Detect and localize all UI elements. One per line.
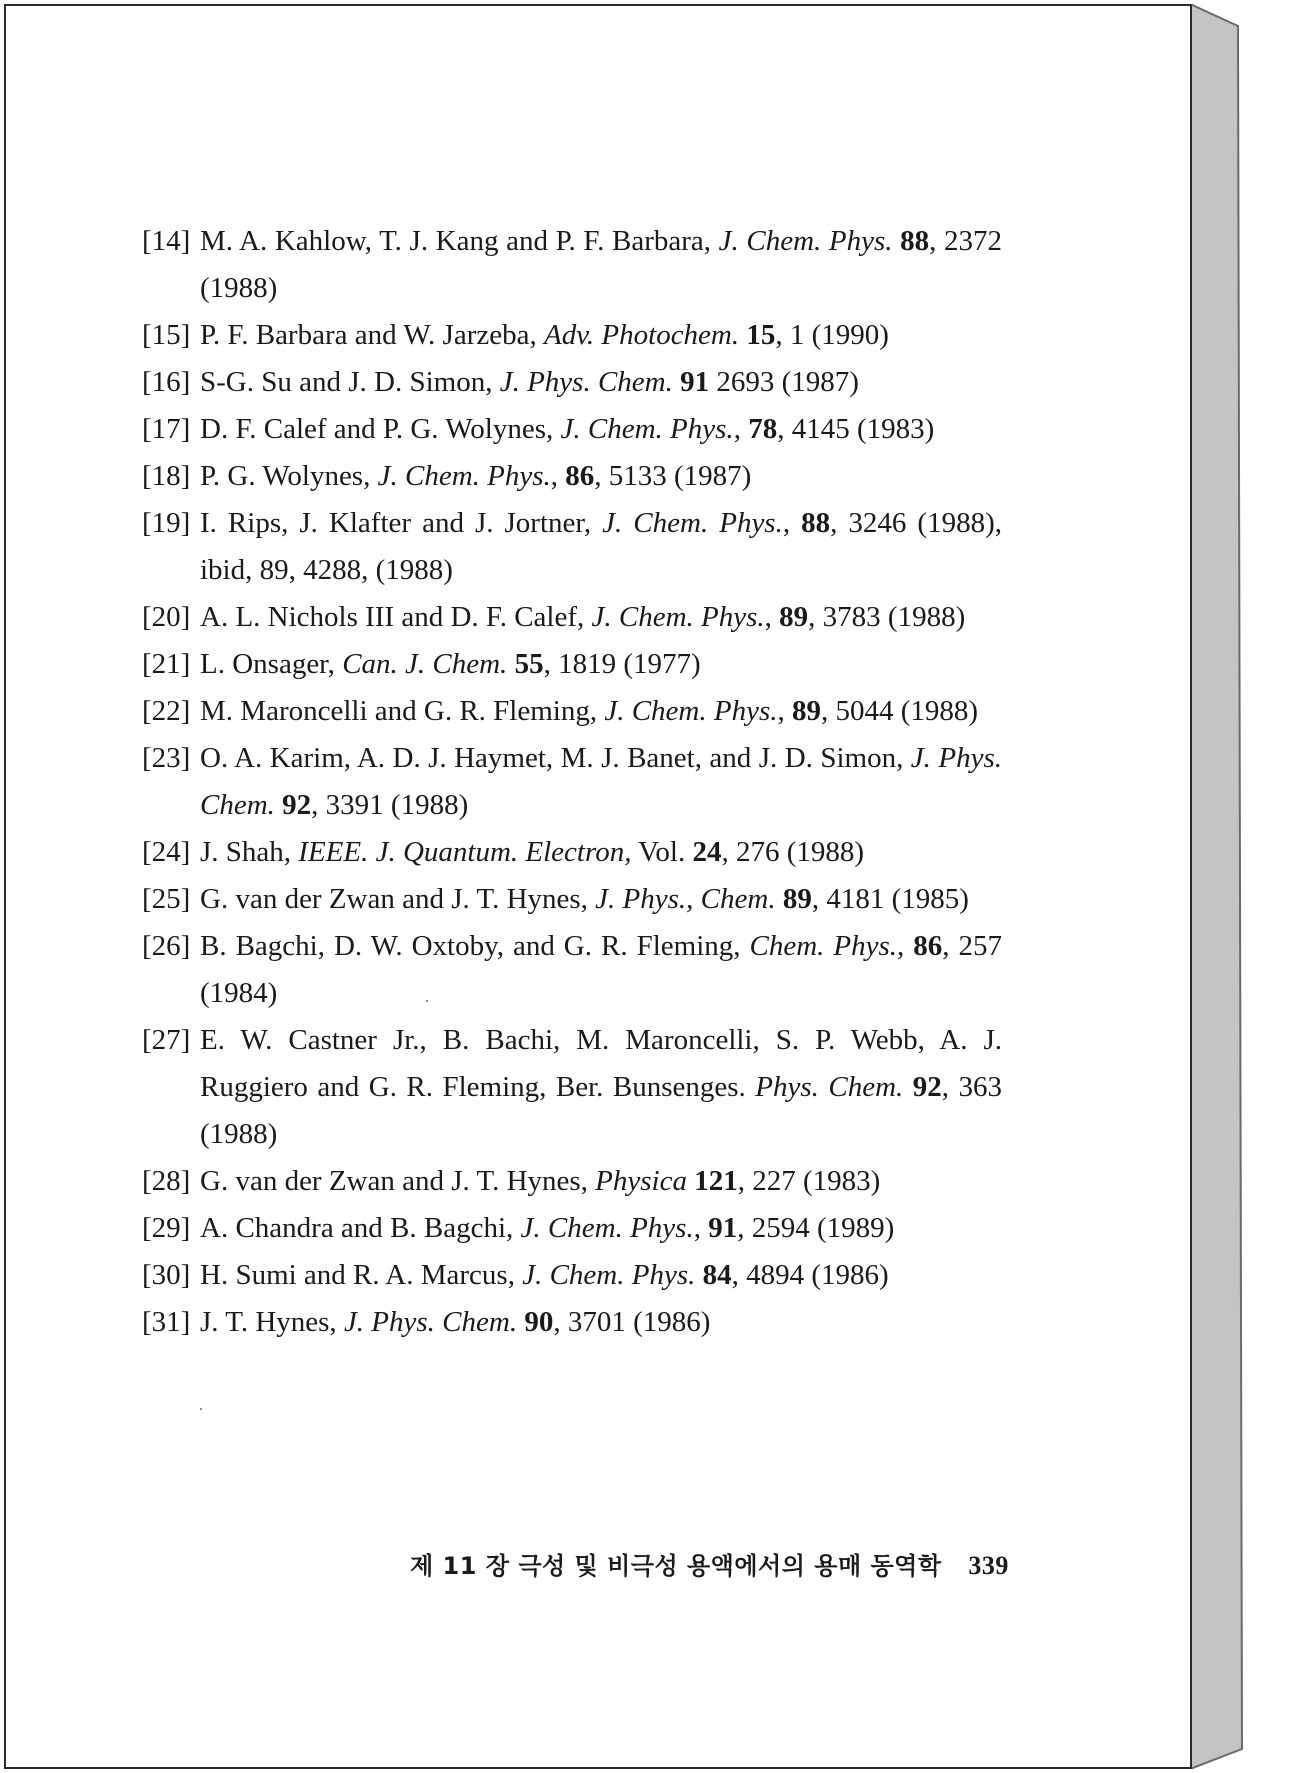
volume-number: 86 [565, 460, 595, 492]
journal-title: Adv. Photochem. [543, 319, 740, 351]
citation-text [903, 1071, 912, 1103]
reference-text [200, 312, 1002, 359]
journal-title: J. Chem. Phys. [718, 225, 893, 257]
citation-text [893, 225, 901, 257]
citation-text: , 5044 (1988) [821, 695, 979, 727]
book-edge [1190, 4, 1290, 1769]
citation-text: B. Bagchi, D. W. Oxtoby, and G. R. Fleming, [200, 930, 750, 962]
scan-speck [200, 1408, 202, 1410]
reference-text [200, 735, 1002, 829]
journal-title: J. Chem. Phys. [520, 1212, 694, 1244]
reference-text [200, 359, 1002, 406]
reference-number: [17] [142, 413, 191, 445]
citation-text: G. van der Zwan and J. T. Hynes, [200, 1165, 596, 1197]
journal-title: J. Phys., Chem. [595, 883, 776, 915]
reference-number: [16] [142, 366, 191, 398]
reference-text [200, 453, 1002, 500]
reference-text [200, 688, 1002, 735]
running-head: 제 11 장 극성 및 비극성 용액에서의 용매 동역학 [410, 1552, 942, 1580]
volume-number: 92 [912, 1071, 942, 1103]
volume-number: 91 [708, 1212, 738, 1244]
reference-item [142, 1017, 1002, 1158]
reference-item [142, 1252, 1002, 1299]
citation-text: , 1 (1990) [775, 319, 889, 351]
reference-text [200, 1252, 1002, 1299]
citation-text: , 227 (1983) [737, 1165, 881, 1197]
citation-text: H. Sumi and R. A. Marcus, [200, 1259, 523, 1291]
journal-title: J. Chem. Phys. [604, 695, 778, 727]
reference-number: [23] [142, 742, 191, 774]
reference-text [200, 1158, 1002, 1205]
citation-text: , [733, 413, 749, 445]
citation-text: O. A. Karim, A. D. J. Haymet, M. J. Banet, and J. D. Simon, [200, 742, 911, 774]
citation-text: , 4894 (1986) [731, 1259, 889, 1291]
citation-text: , [693, 1212, 709, 1244]
volume-number: 84 [702, 1259, 732, 1291]
citation-text: , 2372 (1988) [200, 225, 1002, 304]
journal-title: J. Phys. Chem. [499, 366, 673, 398]
reference-number: [20] [142, 601, 191, 633]
reference-number: [18] [142, 460, 191, 492]
reference-text [200, 1017, 1002, 1158]
citation-text: E. W. Castner Jr., B. Bachi, M. Maroncelli, S. P. Webb, A. J. Ruggiero and G. R. Fleming, Ber. Bunsenges. [200, 1024, 1002, 1103]
reference-number: [24] [142, 836, 191, 868]
reference-item [142, 453, 1002, 500]
volume-number: 89 [792, 695, 821, 727]
reference-text [200, 218, 1002, 312]
citation-text: , 2594 (1989) [737, 1212, 895, 1244]
citation-text: S-G. Su and J. D. Simon, [200, 366, 500, 398]
reference-number: [28] [142, 1165, 191, 1197]
citation-text: I. Rips, J. Klafter and J. Jortner, [200, 507, 603, 539]
journal-title: Physica [595, 1165, 687, 1197]
citation-text: D. F. Calef and P. G. Wolynes, [200, 413, 561, 445]
citation-text: J. Shah, [200, 836, 299, 868]
reference-number: [29] [142, 1212, 191, 1244]
citation-text: , 3246 (1988), ibid, 89, 4288, (1988) [200, 507, 1002, 586]
citation-text: A. Chandra and B. Bagchi, [200, 1212, 521, 1244]
reference-text [200, 923, 1002, 1017]
journal-title: Phys. Chem. [755, 1071, 904, 1103]
volume-number: 78 [748, 413, 778, 445]
reference-item [142, 688, 1002, 735]
citation-text: , [550, 460, 566, 492]
reference-text [200, 594, 1002, 641]
reference-number: [26] [142, 930, 191, 962]
citation-text: 2693 (1987) [709, 366, 859, 398]
citation-text: , 1819 (1977) [543, 648, 701, 680]
reference-item [142, 500, 1002, 594]
volume-number: 15 [746, 319, 776, 351]
volume-number: 88 [801, 507, 831, 539]
volume-number: 55 [514, 648, 544, 680]
citation-text: , 3391 (1988) [311, 789, 469, 821]
reference-item [142, 876, 1002, 923]
page-footer [410, 1546, 1009, 1581]
citation-text: , 4145 (1983) [777, 413, 935, 445]
reference-text [200, 406, 1002, 453]
citation-text: A. L. Nichols III and D. F. Calef, [200, 601, 592, 633]
reference-item [142, 641, 1002, 688]
reference-item [142, 594, 1002, 641]
journal-title: J. Chem. Phys. [591, 601, 765, 633]
reference-number: [14] [142, 225, 191, 257]
reference-list [142, 218, 1002, 1346]
citation-text: Vol. [631, 836, 693, 868]
citation-text: , 4181 (1985) [811, 883, 969, 915]
citation-text: M. Maroncelli and G. R. Fleming, [200, 695, 605, 727]
citation-text: , 5133 (1987) [594, 460, 752, 492]
reference-number: [21] [142, 648, 191, 680]
reference-item [142, 218, 1002, 312]
reference-number: [30] [142, 1259, 191, 1291]
journal-title: J. Chem. Phys. [522, 1259, 696, 1291]
reference-number: [25] [142, 883, 191, 915]
citation-text: , 3701 (1986) [553, 1306, 711, 1338]
journal-title: J. Chem. Phys. [560, 413, 734, 445]
reference-text [200, 829, 1002, 876]
citation-text [776, 883, 783, 915]
citation-text: , 3783 (1988) [808, 601, 966, 633]
volume-number: 90 [524, 1306, 554, 1338]
volume-number: 91 [680, 366, 710, 398]
reference-item [142, 312, 1002, 359]
journal-title: Chem. Phys. [749, 930, 898, 962]
reference-item [142, 359, 1002, 406]
journal-title: J. Phys. Chem. [200, 742, 1002, 821]
citation-text: J. T. Hynes, [200, 1306, 344, 1338]
citation-text: L. Onsager, [200, 648, 343, 680]
reference-text [200, 500, 1002, 594]
reference-item [142, 1205, 1002, 1252]
journal-title: Can. J. Chem. [342, 648, 508, 680]
citation-text [695, 1259, 702, 1291]
citation-text: , [764, 601, 780, 633]
citation-text: , [777, 695, 792, 727]
volume-number: 89 [782, 883, 812, 915]
reference-number: [27] [142, 1024, 191, 1056]
citation-text: , [782, 507, 802, 539]
scan-speck [426, 1000, 428, 1002]
reference-text [200, 641, 1002, 688]
page-number: 339 [968, 1551, 1009, 1580]
reference-item [142, 1158, 1002, 1205]
citation-text: , [897, 930, 914, 962]
reference-text [200, 1299, 1002, 1346]
volume-number: 88 [900, 225, 930, 257]
volume-number: 89 [779, 601, 809, 633]
journal-title: J. Chem. Phys. [377, 460, 551, 492]
volume-number: 92 [282, 789, 312, 821]
citation-text: , 276 (1988) [721, 836, 865, 868]
volume-number: 24 [692, 836, 722, 868]
citation-text: M. A. Kahlow, T. J. Kang and P. F. Barbara, [200, 225, 719, 257]
volume-number: 121 [694, 1165, 738, 1197]
journal-title: J. Chem. Phys. [602, 507, 783, 539]
citation-text: , 363 (1988) [200, 1071, 1003, 1150]
citation-text [507, 648, 514, 680]
journal-title: IEEE. J. Quantum. Electron, [298, 836, 632, 868]
reference-number: [22] [142, 695, 191, 727]
citation-text: P. G. Wolynes, [200, 460, 378, 492]
reference-item [142, 1299, 1002, 1346]
citation-text: , 257 (1984) [200, 930, 1003, 1009]
journal-title: J. Phys. Chem. [343, 1306, 518, 1338]
volume-number: 86 [913, 930, 943, 962]
citation-text: P. F. Barbara and W. Jarzeba, [200, 319, 544, 351]
reference-number: [15] [142, 319, 191, 351]
reference-text [200, 1205, 1002, 1252]
reference-item [142, 735, 1002, 829]
reference-item [142, 406, 1002, 453]
reference-number: [19] [142, 507, 191, 539]
reference-text [200, 876, 1002, 923]
reference-item [142, 923, 1002, 1017]
reference-item [142, 829, 1002, 876]
reference-number: [31] [142, 1306, 191, 1338]
citation-text: G. van der Zwan and J. T. Hynes, [200, 883, 596, 915]
